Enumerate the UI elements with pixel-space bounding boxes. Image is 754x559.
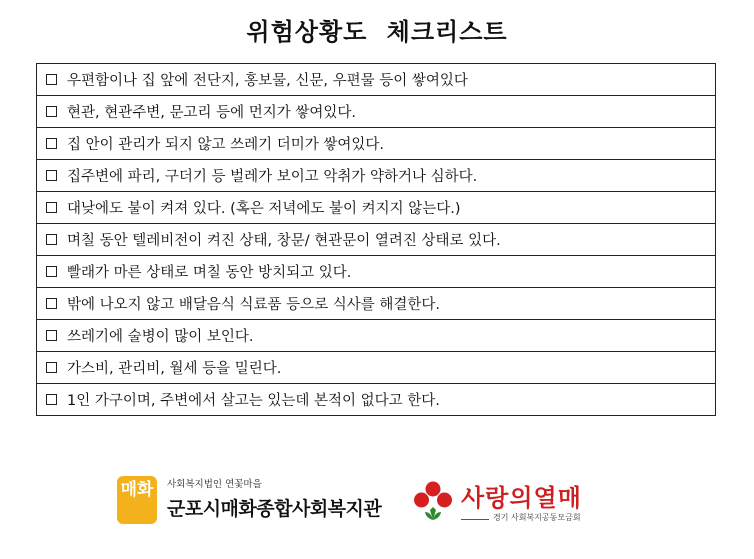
checklist: [36, 63, 716, 416]
checklist-item-label: 1인 가구이며, 주변에서 살고는 있는데 본적이 없다고 한다.: [67, 393, 440, 409]
checkbox[interactable]: [46, 74, 57, 85]
welfare-center-logo: [117, 472, 382, 532]
checklist-item[interactable]: [37, 256, 715, 288]
community-chest-name: 사랑의열매: [461, 484, 582, 512]
checkbox[interactable]: [46, 266, 57, 277]
checklist-item-label: 집 안이 관리가 되지 않고 쓰레기 더미가 쌓여있다.: [67, 137, 385, 153]
checklist-item[interactable]: [37, 224, 715, 256]
welfare-center-name: 군포시매화종합사회복지관: [167, 498, 382, 520]
checkbox[interactable]: [46, 138, 57, 149]
checkbox[interactable]: [46, 170, 57, 181]
checklist-item[interactable]: [37, 320, 715, 352]
checkbox[interactable]: [46, 106, 57, 117]
maehwa-logo-mark: 매화: [117, 476, 157, 524]
checkbox[interactable]: [46, 234, 57, 245]
checklist-item-label: 며칠 동안 텔레비전이 켜진 상태, 창문/ 현관문이 열려진 상태로 있다.: [67, 233, 501, 249]
checkbox[interactable]: [46, 394, 57, 405]
checklist-item-label: 쓰레기에 술병이 많이 보인다.: [67, 329, 254, 345]
checklist-item[interactable]: [37, 384, 715, 416]
checklist-item[interactable]: [37, 288, 715, 320]
checklist-item-label: 집주변에 파리, 구더기 등 벌레가 보이고 악취가 약하거나 심하다.: [67, 169, 478, 185]
welfare-center-subtitle: 사회복지법인 연꽃마을: [167, 479, 262, 490]
checklist-item-label: 대낮에도 불이 켜져 있다. (혹은 저녁에도 불이 켜지지 않는다.): [67, 201, 461, 217]
divider: [461, 519, 489, 520]
checklist-item-label: 현관, 현관주변, 문고리 등에 먼지가 쌓여있다.: [67, 105, 356, 121]
sarangui-yeolmae-fruit-icon: [413, 480, 453, 526]
checklist-item[interactable]: [37, 192, 715, 224]
checkbox[interactable]: [46, 362, 57, 373]
community-chest-subtitle: 경기 사회복지공동모금회: [493, 513, 581, 522]
checklist-item-label: 빨래가 마른 상태로 며칠 동안 방치되고 있다.: [67, 265, 352, 281]
checkbox[interactable]: [46, 298, 57, 309]
checklist-item-label: 밖에 나오지 않고 배달음식 식료품 등으로 식사를 해결한다.: [67, 297, 441, 313]
community-chest-logo: [413, 478, 613, 533]
checklist-item[interactable]: [37, 160, 715, 192]
checklist-item-label: 가스비, 관리비, 월세 등을 밀린다.: [67, 361, 282, 377]
checklist-item[interactable]: [37, 352, 715, 384]
page-title: 위험상황도 체크리스트: [246, 18, 508, 46]
checklist-item[interactable]: [37, 64, 715, 96]
checkbox[interactable]: [46, 330, 57, 341]
checkbox[interactable]: [46, 202, 57, 213]
checklist-item-label: 우편함이나 집 앞에 전단지, 홍보물, 신문, 우편물 등이 쌓여있다: [67, 73, 468, 89]
checklist-item[interactable]: [37, 96, 715, 128]
checklist-item[interactable]: [37, 128, 715, 160]
